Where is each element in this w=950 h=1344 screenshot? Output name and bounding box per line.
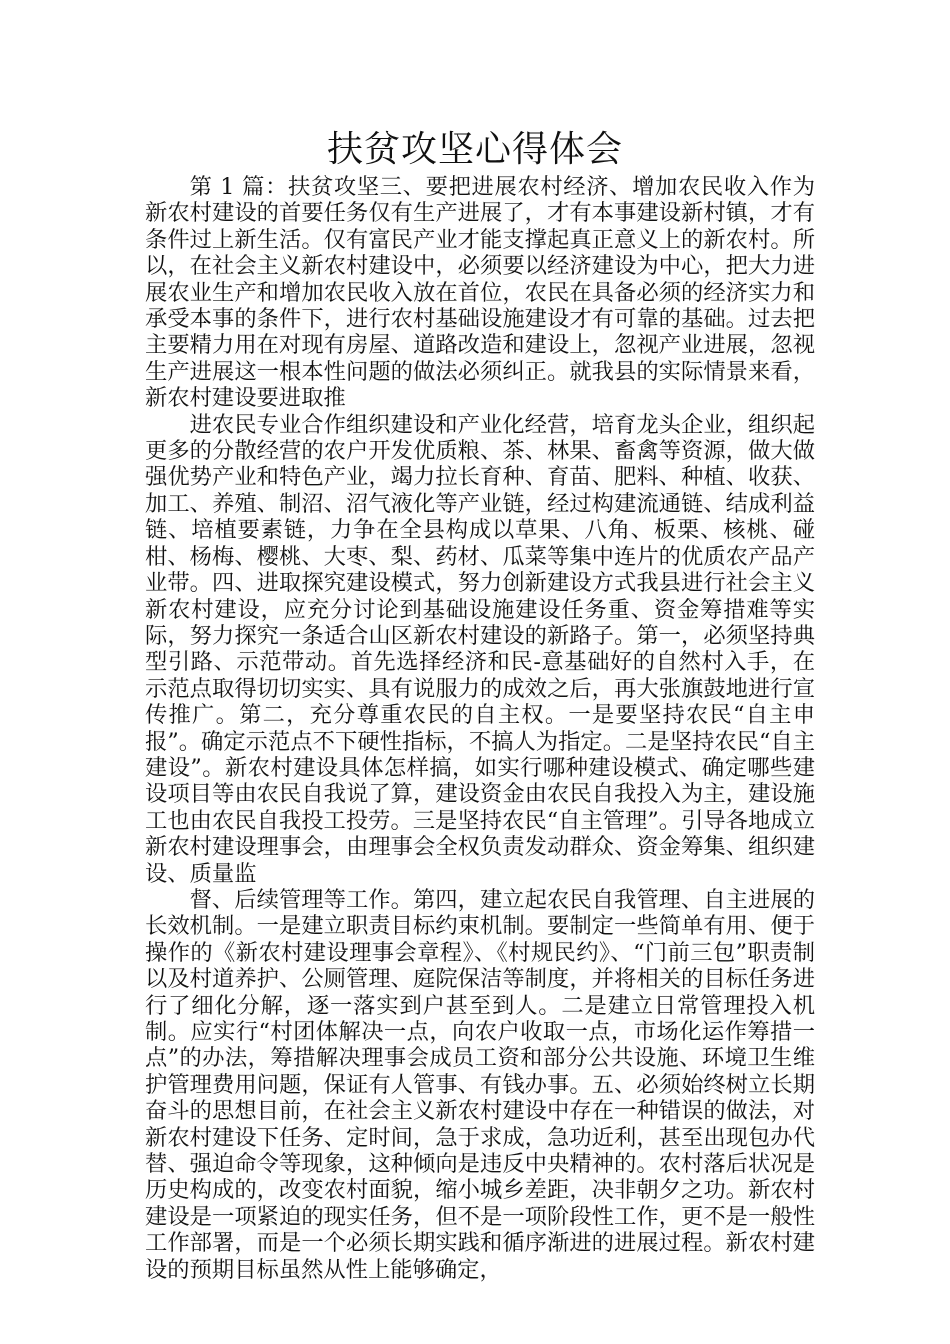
document-body bbox=[145, 174, 815, 1283]
paragraph-2: 进农民专业合作组织建设和产业化经营，培育龙头企业，组织起更多的分散经营的农户开发优质粮、茶、林果、畜禽等资源，做大做强优势产业和特色产业，竭力拉长育种、育苗、肥料、种植、收获、加工、养殖、制沼、沼气液化等产业链，经过构建流通链、结成利益链、培植要素链，力争在全县构成以草果、八角、板栗、核桃、碰柑、杨梅、樱桃、大枣、梨、药材、瓜菜等集中连片的优质农产品产业带。四、进取探究建设模式，努力创新建设方式我县进行社会主义新农村建设，应充分讨论到基础设施建设任务重、资金筹措难等实际，努力探究一条适合山区新农村建设的新路子。第一，必须坚持典型引路、示范带动。首先选择经济和民-意基础好的自然村入手，在示范点取得切切实实、具有说服力的成效之后，再大张旗鼓地进行宣传推广。第二，充分尊重农民的自主权。一是要坚持农民“自主申报”。确定示范点不下硬性指标，不搞人为指定。二是坚持农民“自主建设”。新农村建设具体怎样搞，如实行哪种建设模式、确定哪些建设项目等由农民自我说了算，建设资金由农民自我投入为主，建设施工也由农民自我投工投劳。三是坚持农民“自主管理”。引导各地成立新农村建设理事会，由理事会全权负责发动群众、资金筹集、组织建设、质量监 bbox=[145, 411, 815, 887]
paragraph-1: 第 1 篇：扶贫攻坚三、要把进展农村经济、增加农民收入作为新农村建设的首要任务仅有生产进展了，才有本事建设新村镇，才有条件过上新生活。仅有富民产业才能支撑起真正意义上的新农村。所以，在社会主义新农村建设中，必须要以经济建设为中心，把大力进展农业生产和增加农民收入放在首位，农民在具备必须的经济实力和承受本事的条件下，进行农村基础设施建设才有可靠的基础。过去把主要精力用在对现有房屋、道路改造和建设上，忽视产业进展，忽视生产进展这一根本性问题的做法必须纠正。就我县的实际情景来看，新农村建设要进取推 bbox=[145, 174, 815, 412]
paragraph-3: 督、后续管理等工作。第四，建立起农民自我管理、自主进展的长效机制。一是建立职责目标约束机制。要制定一些简单有用、便于操作的《新农村建设理事会章程》、《村规民约》、“门前三包”职责制以及村道养护、公厕管理、庭院保洁等制度，并将相关的目标任务进行了细化分解，逐一落实到户甚至到人。二是建立日常管理投入机制。应实行“村团体解决一点，向农户收取一点，市场化运作筹措一点”的办法，筹措解决理事会成员工资和部分公共设施、环境卫生维护管理费用问题，保证有人管事、有钱办事。五、必须始终树立长期奋斗的思想目前，在社会主义新农村建设中存在一种错误的做法，对新农村建设下任务、定时间，急于求成，急功近利，甚至出现包办代替、强迫命令等现象，这种倾向是违反中央精神的。农村落后状况是历史构成的，改变农村面貌，缩小城乡差距，决非朝夕之功。新农村建设是一项紧迫的现实任务，但不是一项阶段性工作，更不是一般性工作部署，而是一个必须长期实践和循序渐进的进展过程。新农村建设的预期目标虽然从性上能够确定， bbox=[145, 886, 815, 1283]
page-title: 扶贫攻坚心得体会 bbox=[326, 129, 623, 170]
